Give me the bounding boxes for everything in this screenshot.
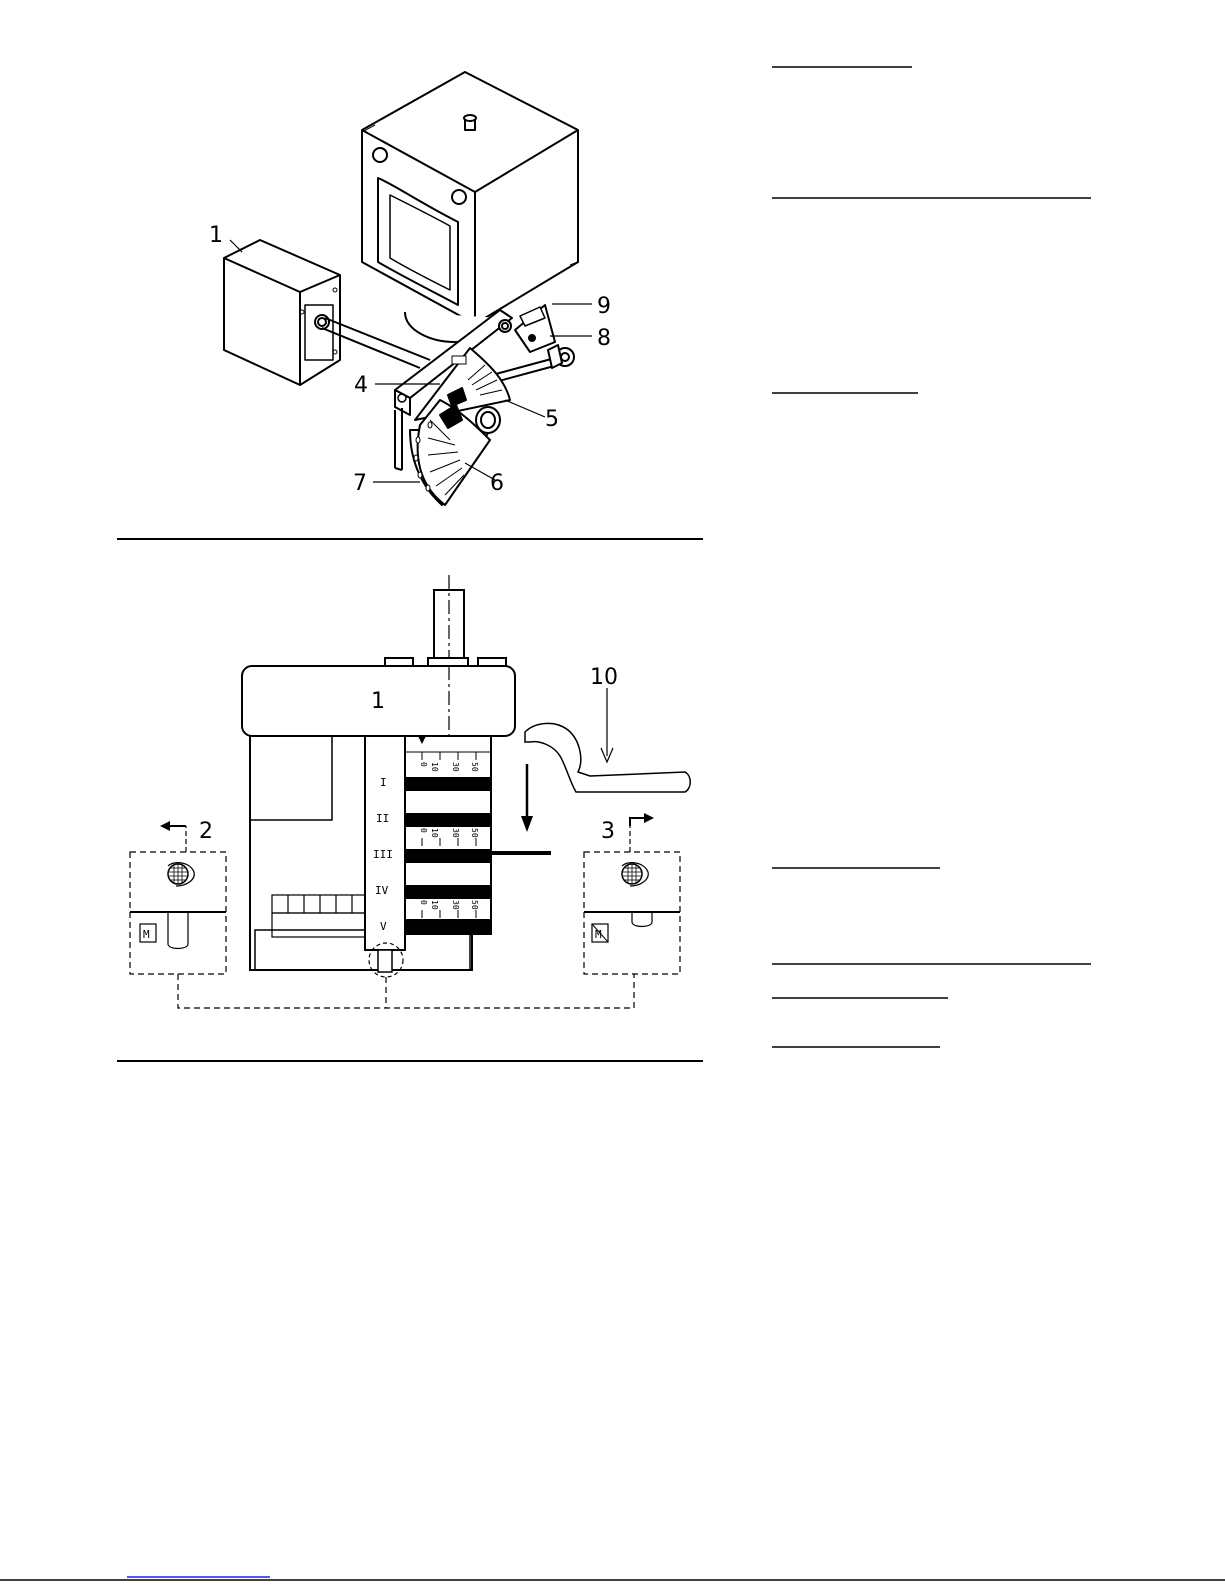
scale-tick-50: 50: [470, 762, 479, 772]
scale-tick-30: 30: [451, 900, 460, 910]
scale-tick-10: 10: [430, 828, 439, 838]
callout-7: 7: [353, 471, 367, 496]
ring-label-I: I: [380, 776, 387, 789]
indicator-left-label: M: [143, 928, 150, 941]
callout-1: 1: [209, 223, 223, 248]
callout-8: 8: [597, 326, 611, 351]
callout-6: 6: [490, 471, 504, 496]
ring-label-II: II: [376, 812, 390, 825]
callout-bottom-1: 1: [371, 689, 385, 714]
actuator-isometric-figure: [209, 72, 611, 505]
cam-ring-II: [405, 814, 491, 826]
motor-box: [224, 240, 340, 385]
cam-stack: [405, 736, 491, 934]
actuator-front-schematic: [130, 575, 690, 1008]
wiring-dashed: [178, 974, 634, 1008]
ring-label-IV: IV: [375, 884, 389, 897]
callout-4: 4: [354, 373, 368, 398]
scale-tick-50: 50: [470, 900, 479, 910]
limit-switch-right: [584, 813, 680, 974]
cam-ring-V: [405, 920, 491, 932]
actuator-housing: [362, 72, 578, 342]
cam-ring-IV: [405, 886, 491, 898]
callout-bottom-2: 2: [199, 819, 213, 844]
scale-tick-0: 0: [419, 828, 428, 833]
lever-plate: [515, 305, 555, 352]
spanner-wrench: [525, 723, 690, 792]
scale-tick-0: 0: [419, 900, 428, 905]
ring-label-plate: [365, 736, 405, 950]
scale-tick-10: 10: [430, 900, 439, 910]
callout-9: 9: [597, 294, 611, 319]
callout-5: 5: [545, 407, 559, 432]
right-column-rules: [772, 67, 1091, 1047]
scale-tick-0: 0: [419, 762, 428, 767]
scale-tick-30: 30: [451, 828, 460, 838]
cam-ring-I: [405, 778, 491, 790]
ring-label-III: III: [373, 848, 393, 861]
cam-ring-III: [405, 850, 491, 862]
scale-tick-30: 30: [451, 762, 460, 772]
scale-tick-10: 10: [430, 762, 439, 772]
scale-tick-50: 50: [470, 828, 479, 838]
ring-label-V: V: [380, 920, 387, 933]
callout-bottom-3: 3: [601, 819, 615, 844]
indicator-right-label: M: [595, 928, 602, 941]
callout-bottom-10: 10: [590, 665, 618, 690]
